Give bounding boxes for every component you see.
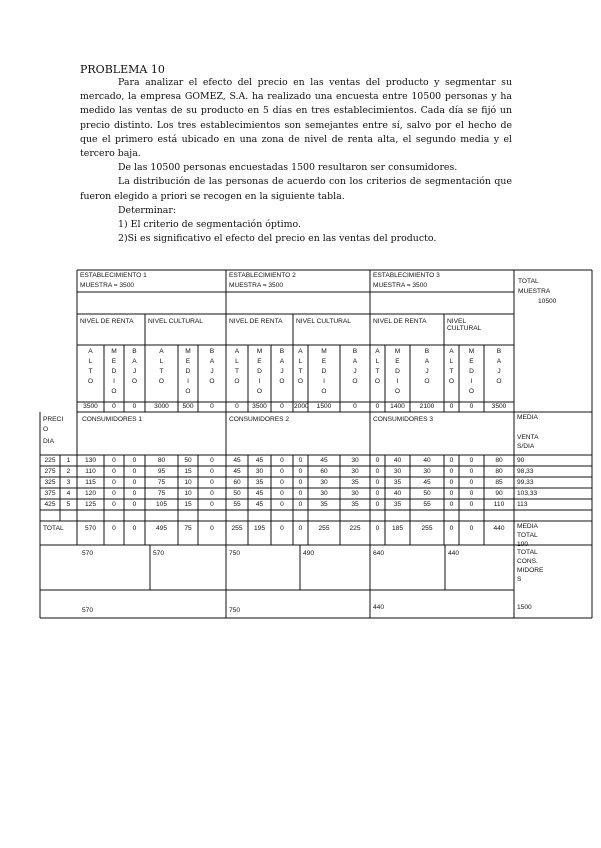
statement-paragraph-1: Para analizar el efecto del precio en las ventas del producto y segmentar su mercado, la empresa GOMEZ, S.A. ha realizado una encuesta entre 10500 personas y ha medido las ventas de su producto en 5 días en tres establecimientos. Cada día se fijó un precio distinto. Los tres establecimientos son semejantes entre sí, salvo por el hecho de que el primero está ubicado en una zona de nivel de renta alta, el segundo media y el tercero baja. (80, 77, 512, 160)
consumer-cell: 50 (184, 457, 192, 464)
level-letter: A (298, 348, 303, 355)
group-total-5: 640 (373, 550, 385, 557)
consumer-cell: 35 (351, 479, 359, 486)
consumer-cell: 0 (298, 501, 303, 508)
level-letter: O (468, 388, 475, 395)
nivel-renta-1: NIVEL DE RENTA (80, 318, 134, 325)
day-label: DIA (43, 438, 54, 445)
establishment-1-name: ESTABLECIMIENTO 1 (80, 272, 147, 279)
consumer-cell: 0 (132, 501, 137, 508)
level-letter: L (375, 358, 380, 365)
consumer-cell: 105 (155, 501, 167, 508)
consumer-cell: 85 (495, 479, 503, 486)
consumer-cell: 0 (449, 501, 454, 508)
consumer-cell: 60 (233, 479, 241, 486)
level-letter: O (256, 388, 263, 395)
consumer-cell: 45 (320, 457, 328, 464)
establishment-1-sample: MUESTRA = 3500 (80, 282, 135, 289)
price-cell: 425 (44, 501, 56, 508)
total-cell: 570 (84, 525, 96, 532)
consumer-cell: 0 (375, 501, 380, 508)
bottom-total-3: 440 (373, 604, 385, 611)
level-letter: B (132, 348, 137, 355)
consumer-cell: 30 (351, 468, 359, 475)
day-cell: 3 (66, 479, 71, 486)
total-cell: 495 (155, 525, 167, 532)
level-letter: I (113, 378, 115, 385)
media-header-3: S/DIA (517, 443, 535, 450)
consumers-1-header: CONSUMIDORES 1 (82, 416, 143, 423)
consumer-cell: 15 (184, 501, 192, 508)
level-letter: A (209, 358, 215, 365)
level-letter: B (209, 348, 215, 355)
sample-count: 1400 (390, 403, 405, 410)
consumer-cell: 0 (375, 490, 380, 497)
group-total-1: 570 (82, 550, 94, 557)
level-letter: A (424, 358, 430, 365)
level-letter: J (280, 368, 284, 375)
bottom-total-2: 750 (229, 607, 241, 614)
consumer-cell: 80 (495, 457, 503, 464)
group-total-3: 750 (229, 550, 241, 557)
consumer-cell: 110 (493, 501, 505, 508)
consumer-cell: 90 (495, 490, 503, 497)
sample-count: 1500 (316, 403, 332, 410)
level-letter: O (111, 388, 117, 395)
media-total-label-2: TOTAL (517, 532, 538, 539)
level-letter: O (131, 378, 138, 385)
level-letter: L (159, 358, 164, 365)
establishment-3-name: ESTABLECIMIENTO 3 (373, 272, 440, 279)
consumer-cell: 0 (210, 501, 214, 508)
consumer-cell: 0 (469, 490, 474, 497)
consumer-cell: 55 (233, 501, 241, 508)
consumer-cell: 55 (423, 501, 431, 508)
total-cell: 0 (298, 525, 303, 532)
sample-count: 0 (449, 403, 454, 410)
consumer-cell: 80 (495, 468, 503, 475)
consumer-cell: 40 (393, 490, 402, 497)
level-letter: A (132, 358, 137, 365)
nivel-cultural-3: NIVEL CULTURAL (447, 318, 482, 333)
level-letter: O (321, 388, 327, 395)
total-cell: 225 (349, 525, 361, 532)
total-cell: 255 (318, 525, 330, 532)
level-letter: A (159, 348, 164, 355)
level-letter: B (496, 348, 502, 355)
level-letter: A (375, 348, 380, 355)
sample-count: 0 (375, 403, 380, 410)
consumer-cell: 0 (375, 468, 380, 475)
media-header-2: VENTA (517, 434, 539, 441)
level-letter: O (209, 378, 215, 385)
question-2: 2)Si es significativo el efecto del precio en las ventas del producto. (118, 233, 437, 245)
bottom-total-1: 570 (82, 607, 94, 614)
total-sample-label: TOTAL (518, 278, 539, 285)
consumer-cell: 75 (157, 490, 166, 497)
media-cell: 90 (517, 457, 525, 464)
consumer-cell: 0 (280, 468, 284, 475)
level-letter: O (424, 378, 430, 385)
media-cell: 103,33 (517, 490, 538, 497)
consumer-cell: 0 (449, 490, 454, 497)
level-letter: E (111, 358, 117, 365)
consumer-cell: 0 (298, 479, 303, 486)
level-letter: E (395, 358, 400, 365)
total-sample-label-2: MUESTRA (518, 288, 551, 295)
sample-count: 0 (210, 403, 214, 410)
consumer-cell: 0 (132, 490, 137, 497)
consumer-cell: 0 (210, 479, 214, 486)
level-letter: M (394, 348, 401, 355)
consumer-cell: 80 (157, 457, 166, 464)
level-letter: A (496, 358, 502, 365)
level-letter: I (396, 378, 399, 385)
consumer-cell: 45 (233, 457, 241, 464)
level-letter: M (256, 348, 263, 355)
consumer-cell: 0 (132, 468, 137, 475)
consumer-total-label-3: MIDORE (517, 567, 544, 574)
level-letter: A (449, 348, 454, 355)
total-sample-value: 10500 (538, 298, 557, 305)
consumer-cell: 125 (84, 501, 96, 508)
consumer-cell: 45 (255, 457, 264, 464)
level-letter: O (496, 378, 502, 385)
consumer-cell: 0 (280, 501, 284, 508)
consumer-cell: 30 (351, 490, 359, 497)
level-letter: D (257, 368, 262, 375)
sample-count: 0 (280, 403, 284, 410)
level-letter: O (158, 378, 165, 385)
level-letter: O (234, 378, 240, 385)
level-letter: O (352, 378, 358, 385)
nivel-cultural-1: NIVEL CULTURAL (148, 318, 203, 325)
statement-paragraph-3: La distribución de las personas de acuerdo con los criterios de segmentación que fueron elegido a priori se recogen en la siguiente tabla. (80, 176, 512, 202)
level-letter: B (279, 348, 285, 355)
level-letter: I (187, 378, 189, 385)
media-cell: 99,33 (517, 479, 534, 486)
level-letter: T (88, 368, 93, 375)
consumer-cell: 60 (320, 468, 328, 475)
level-letter: E (321, 358, 327, 365)
day-cell: 2 (66, 468, 71, 475)
consumer-cell: 35 (255, 479, 264, 486)
consumer-cell: 0 (280, 457, 284, 464)
consumer-cell: 115 (85, 479, 96, 486)
level-letter: D (111, 368, 117, 375)
consumer-cell: 30 (320, 490, 328, 497)
total-cell: 0 (375, 525, 380, 532)
price-label-2: O (43, 426, 49, 433)
consumer-cell: 0 (449, 457, 454, 464)
price-label: PRECI (43, 416, 64, 423)
level-letter: B (424, 348, 430, 355)
consumer-cell: 10 (184, 490, 192, 497)
total-cell: 75 (184, 525, 192, 532)
price-cell: 225 (44, 457, 56, 464)
level-letter: J (425, 368, 429, 375)
consumer-cell: 30 (255, 468, 264, 475)
level-letter: D (395, 368, 400, 375)
total-cell: 0 (112, 525, 116, 532)
total-row-label: TOTAL (43, 525, 64, 532)
total-cell: 255 (421, 525, 433, 532)
consumer-cell: 0 (112, 479, 116, 486)
consumer-cell: 0 (375, 479, 380, 486)
level-letter: A (234, 348, 240, 355)
consumer-cell: 95 (157, 468, 166, 475)
sample-count: 3500 (83, 403, 98, 410)
level-letter: I (323, 378, 325, 385)
sample-count: 0 (132, 403, 137, 410)
total-cell: 0 (210, 525, 214, 532)
consumer-cell: 0 (280, 490, 284, 497)
total-cell: 255 (231, 525, 243, 532)
total-cell: 0 (132, 525, 137, 532)
level-letter: T (298, 368, 303, 375)
level-letter: E (185, 358, 191, 365)
day-cell: 1 (66, 457, 71, 464)
level-letter: T (375, 368, 380, 375)
sample-count: 0 (235, 403, 239, 410)
consumer-cell: 30 (320, 479, 328, 486)
price-cell: 325 (44, 479, 56, 486)
consumer-cell: 0 (210, 490, 214, 497)
consumer-cell: 45 (233, 468, 241, 475)
level-letter: M (185, 348, 191, 355)
group-total-4: 490 (303, 550, 315, 557)
level-letter: M (111, 348, 117, 355)
level-letter: D (321, 368, 327, 375)
consumer-cell: 75 (157, 479, 166, 486)
consumer-cell: 130 (84, 457, 96, 464)
consumer-cell: 0 (132, 457, 137, 464)
establishment-2-name: ESTABLECIMIENTO 2 (229, 272, 296, 279)
nivel-renta-3: NIVEL DE RENTA (373, 318, 427, 325)
sample-count: 2000 (294, 403, 309, 410)
level-letter: L (88, 358, 93, 365)
consumer-cell: 0 (469, 457, 474, 464)
consumer-cell: 35 (320, 501, 328, 508)
consumer-cell: 110 (85, 468, 96, 475)
price-cell: 375 (44, 490, 56, 497)
question-1: 1) El criterio de segmentación óptimo. (118, 219, 301, 231)
level-letter: O (394, 388, 401, 395)
consumers-2-header: CONSUMIDORES 2 (229, 416, 290, 423)
level-letter: L (449, 358, 454, 365)
price-cell: 275 (44, 468, 56, 475)
level-letter: J (497, 368, 501, 375)
level-letter: E (469, 358, 474, 365)
consumer-cell: 0 (469, 468, 474, 475)
level-letter: O (87, 378, 94, 385)
consumer-cell: 0 (375, 457, 380, 464)
consumer-cell: 0 (112, 468, 116, 475)
level-letter: J (132, 368, 137, 375)
level-letter: M (321, 348, 327, 355)
consumer-cell: 40 (423, 457, 431, 464)
consumer-cell: 0 (449, 468, 454, 475)
consumer-cell: 0 (469, 479, 474, 486)
consumer-cell: 10 (184, 479, 192, 486)
consumer-cell: 0 (132, 479, 137, 486)
total-cell: 195 (253, 525, 265, 532)
level-letter: L (235, 358, 239, 365)
consumer-cell: 0 (112, 501, 116, 508)
level-letter: O (374, 378, 381, 385)
consumer-cell: 35 (393, 479, 402, 486)
sample-count: 3500 (491, 403, 507, 410)
level-letter: J (210, 368, 214, 375)
consumer-cell: 50 (423, 490, 431, 497)
day-cell: 4 (66, 490, 71, 497)
level-letter: D (469, 368, 474, 375)
media-cell: 98,33 (517, 468, 534, 475)
level-letter: O (448, 378, 455, 385)
sample-count: 0 (112, 403, 116, 410)
nivel-renta-2: NIVEL DE RENTA (229, 318, 283, 325)
level-letter: E (257, 358, 262, 365)
statement-paragraph-2: De las 10500 personas encuestadas 1500 resultaron ser consumidores. (118, 162, 458, 174)
level-letter: J (353, 368, 357, 375)
level-letter: O (297, 378, 304, 385)
level-letter: B (352, 348, 358, 355)
level-letter: O (279, 378, 285, 385)
consumer-total-label: TOTAL (517, 549, 538, 556)
level-letter: T (234, 368, 240, 375)
consumer-cell: 45 (255, 501, 264, 508)
consumer-cell: 15 (184, 468, 192, 475)
day-cell: 5 (66, 501, 71, 508)
level-letter: I (470, 378, 473, 385)
level-letter: I (258, 378, 261, 385)
consumer-cell: 0 (210, 457, 214, 464)
sample-count: 2100 (419, 403, 435, 410)
establishment-3-sample: MUESTRA = 3500 (373, 282, 428, 289)
consumer-cell: 30 (393, 468, 402, 475)
total-cell: 0 (449, 525, 454, 532)
consumer-cell: 30 (423, 468, 431, 475)
total-cell: 0 (280, 525, 284, 532)
nivel-cultural-2: NIVEL CULTURAL (296, 318, 351, 325)
consumer-cell: 0 (449, 479, 454, 486)
consumer-cell: 0 (298, 490, 303, 497)
media-total-label: MEDIA (517, 523, 538, 530)
sample-count: 0 (353, 403, 357, 410)
media-cell: 113 (517, 501, 528, 508)
level-letter: A (352, 358, 358, 365)
consumer-total-label-2: CONS. (517, 558, 538, 565)
level-letter: T (159, 368, 164, 375)
group-total-6: 440 (448, 550, 460, 557)
consumer-cell: 0 (112, 457, 116, 464)
sample-count: 500 (182, 403, 194, 410)
consumer-cell: 50 (233, 490, 241, 497)
consumer-cell: 40 (393, 457, 402, 464)
consumer-cell: 35 (393, 501, 402, 508)
consumers-3-header: CONSUMIDORES 3 (373, 416, 434, 423)
group-total-2: 570 (153, 550, 165, 557)
bottom-total-4: 1500 (517, 604, 532, 611)
consumer-cell: 0 (298, 457, 303, 464)
consumer-cell: 0 (112, 490, 116, 497)
consumer-cell: 0 (298, 468, 303, 475)
media-total-value: 100 (517, 541, 529, 548)
level-letter: M (468, 348, 475, 355)
total-cell: 440 (493, 525, 505, 532)
consumer-cell: 0 (469, 501, 474, 508)
level-letter: L (298, 358, 303, 365)
consumer-total-label-4: S (517, 576, 522, 583)
consumer-cell: 30 (351, 457, 359, 464)
level-letter: O (185, 388, 191, 395)
level-letter: D (185, 368, 191, 375)
total-cell: 0 (469, 525, 474, 532)
media-header: MEDIA (517, 414, 538, 421)
level-letter: A (88, 348, 93, 355)
sample-count: 3000 (154, 403, 169, 410)
consumer-cell: 0 (280, 479, 284, 486)
total-cell: 185 (391, 525, 403, 532)
sample-count: 3500 (252, 403, 267, 410)
consumer-cell: 45 (255, 490, 264, 497)
determinar-label: Determinar: (118, 204, 177, 216)
consumer-cell: 45 (423, 479, 431, 486)
consumer-cell: 35 (351, 501, 359, 508)
level-letter: T (449, 368, 454, 375)
consumer-cell: 120 (84, 490, 96, 497)
level-letter: A (279, 358, 285, 365)
establishment-2-sample: MUESTRA = 3500 (229, 282, 284, 289)
problem-title: PROBLEMA 10 (80, 63, 165, 76)
consumer-cell: 0 (210, 468, 214, 475)
sample-count: 0 (469, 403, 474, 410)
